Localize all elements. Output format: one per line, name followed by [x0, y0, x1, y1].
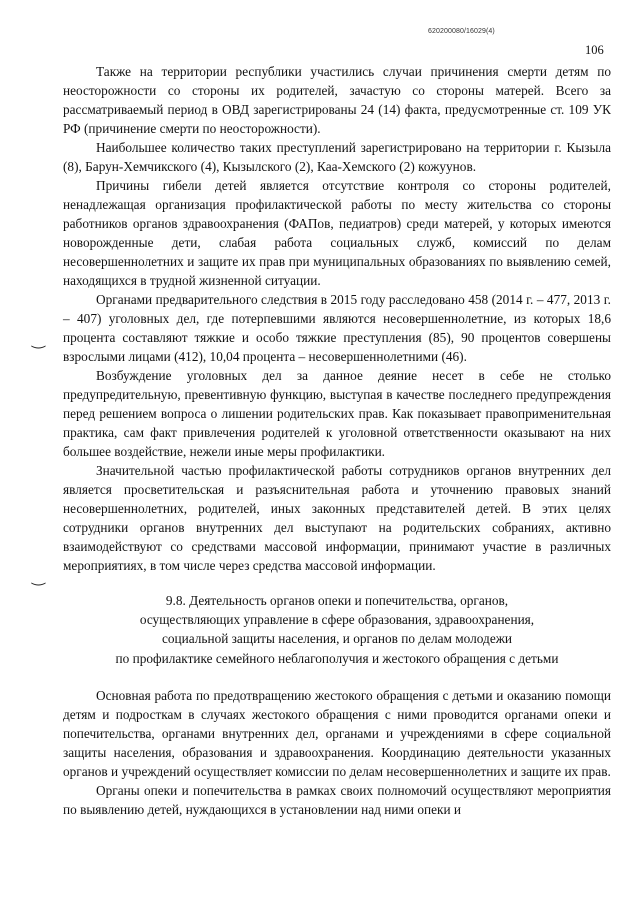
section-heading	[63, 591, 611, 668]
paragraph: Наибольшее количество таких преступлений зарегистрировано на территории г. Кызыла (8), Барун-Хемчикского (4), Кызылского (2), Каа-Хемского (2) кожуунов.	[63, 140, 611, 174]
paragraph: Органы опеки и попечительства в рамках своих полномочий осуществляют мероприятия по выявлению детей, нуждающихся в установлении над ними опеки и	[63, 782, 611, 817]
document-code: 620200080/16029(4)	[428, 28, 495, 35]
heading-line: социальной защиты населения, и органов по делам молодежи	[161, 631, 513, 647]
paragraph: Основная работа по предотвращению жестокого обращения с детьми и оказанию помощи детям и подросткам в случаях жестокого обращения с ними проводится органами опеки и попечительства, органами внутренних дел, органами и учреждениями в сфере социальной защиты населения, образования и здравоохранения. Координацию деятельности указанных органов и учреждений осуществляет комиссии по делам несовершеннолетних и защите их прав.	[63, 687, 611, 779]
heading-line: осуществляющих управление в сфере образования, здравоохранения,	[139, 612, 535, 628]
paragraph: Значительной частью профилактической работы сотрудников органов внутренних дел является просветительская и разъяснительная работа и уточнению правовых знаний несовершеннолетних, родителей, иных законных представителей детей. В этих целях сотрудники органов внутренних дел выступают на родительских собраниях, активно взаимодействуют со средствами массовой информации, принимают участие в различных мероприятиях, в том числе через средства массовой информации.	[63, 463, 611, 573]
heading-line: по профилактике семейного неблагополучия и жестокого обращения с детьми	[115, 650, 559, 666]
paragraph: Органами предварительного следствия в 2015 году расследовано 458 (2014 г. – 477, 2013 г. – 407) уголовных дел, где потерпевшими являются несовершеннолетние, из которых 18,6 процента составляют тяжкие и особо тяжкие преступления (85), 90 процентов совершены взрослыми лицами (412), 10,04 процента – несовершеннолетними (46).	[63, 292, 611, 364]
paragraph: Причины гибели детей является отсутствие контроля со стороны родителей, ненадлежащая организация профилактической работы по месту жительства со стороны работников органов здравоохранения (ФАПов, педиатров) среди матерей, у которых имеются новорожденные дети, слабая работа социальных служб, комиссий по делам несовершеннолетних и защите их прав при муниципальных образованиях по выявлению семей, находящихся в трудной жизненной ситуации.	[63, 178, 611, 288]
paragraph: Возбуждение уголовных дел за данное деяние несет в себе не столько предупредительную, превентивную функцию, выступая в качестве последнего предупреждения перед решением вопроса о лишении родительских прав. Как показывает правоприменительная практика, сам факт привлечения родителей к уголовной ответственности оказывают на них большее воздействие, нежели иные меры профилактики.	[63, 368, 611, 459]
page-number: 106	[585, 43, 604, 57]
margin-mark: ‿	[32, 332, 45, 349]
heading-line: 9.8. Деятельность органов опеки и попечительства, органов,	[165, 593, 509, 608]
margin-mark: ‿	[32, 569, 45, 586]
page-body	[63, 62, 611, 819]
paragraph: Также на территории республики участились случаи причинения смерти детям по неосторожности со стороны их родителей, зачастую со стороны матерей. Всего за рассматриваемый период в ОВД зарегистрированы 24 (14) факта, предусмотренные ст. 109 УК РФ (причинение смерти по неосторожности).	[63, 64, 611, 136]
